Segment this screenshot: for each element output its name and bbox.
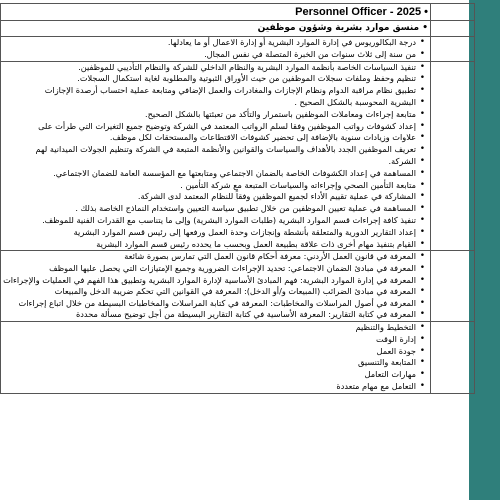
- list-item: • البشرية المحوسبة بالشكل الصحيح .: [3, 97, 416, 109]
- list-item: • المتابعة والتنسيق: [3, 357, 416, 369]
- responsibilities-list: [3, 62, 428, 251]
- list-item: • علاوات وزيادات سنوية بالإضافة إلى تحضير كشوفات الاقتطاعات والمستحقات لكل موظف.: [3, 132, 416, 144]
- title-row: [1, 4, 475, 21]
- qualifications-cell: [1, 37, 431, 62]
- qualifications-row: [1, 37, 475, 62]
- list-item: • إعداد التقارير الدورية والمتعلقة بأنشطة وإنجازات وحدة العمل ورفعها إلى رئيس قسم الموارد البشرية: [3, 227, 416, 239]
- list-item: • المساهمة في إعداد الكشوفات الخاصة بالضمان الاجتماعي ومتابعتها مع المؤسسة العامة للضمان الاجتماعي.: [3, 168, 416, 180]
- job-subtitle-with-bullet: [3, 21, 428, 36]
- job-subtitle: منسق موارد بشرية وشؤون موظفين: [257, 23, 420, 33]
- list-item: • المعرفة في إدارة الموارد البشرية: فهم المبادئ الأساسية لإدارة الموارد البشرية وتطبيق هذا الفهم في العمليات والإجراءات: [3, 275, 416, 287]
- list-item: • المعرفة في مبادئ الضمان الاجتماعي: تحديد الإجراءات الضرورية وجميع الإمتيازات التي يحصل عليها الموظف: [3, 263, 416, 275]
- knowledge-list: [3, 251, 428, 321]
- right-empty-cell: [431, 21, 475, 37]
- list-item: • إعداد كشوفات رواتب الموظفين وفقا لسلم الرواتب المعتمد في الشركة وتوضيح جميع التغيرات التي طرأت على: [3, 121, 416, 133]
- list-item: • مهارات التعامل: [3, 369, 416, 381]
- qualifications-list: [3, 37, 428, 61]
- title-cell: [1, 4, 431, 21]
- responsibilities-cell: [1, 61, 431, 251]
- list-item: • التعامل مع مهام متعددة: [3, 381, 416, 393]
- list-item: • تعريف الموظفين الجدد بالأهداف والسياسات والقوانين والأنظمة المتبعة في الشركة وتنظيم الجولات الميدانية لهم: [3, 144, 416, 156]
- job-title: Personnel Officer - 2025: [295, 6, 422, 18]
- right-empty-cell: [431, 37, 475, 62]
- right-empty-cell: [431, 251, 475, 322]
- list-item: • متابعة التأمين الصحي وإجراءاته والسياسات المتبعة مع شركة التأمين .: [3, 180, 416, 192]
- skills-list: [3, 322, 428, 393]
- list-item: • القيام بتنفيذ مهام أخرى ذات علاقة بطبيعة العمل وبحسب ما يحدده رئيس قسم الموارد البشرية: [3, 239, 416, 251]
- knowledge-cell: [1, 251, 431, 322]
- job-title-with-bullet: [3, 4, 428, 20]
- list-item: • المساهمة في عملية تعيين الموظفين من خلال تطبيق سياسة التعيين واستخدام النماذج الخاصة بذلك .: [3, 203, 416, 215]
- list-item: • التخطيط والتنظيم: [3, 322, 416, 334]
- list-item: • تنفيذ كافة إجراءات قسم الموارد البشرية (طلبات الموارد البشرية) وإلى ما يتناسب مع القدرات الفنية للموظف.: [3, 215, 416, 227]
- subtitle-cell: [1, 21, 431, 37]
- list-item: • درجة البكالوريوس في إدارة الموارد البشرية أو إدارة الاعمال أو ما يعادلها.: [3, 37, 416, 49]
- list-item: • الشركة.: [3, 156, 416, 168]
- subtitle-bullet-icon: •: [419, 23, 428, 33]
- job-description-table: [0, 3, 475, 394]
- list-item: • المعرفة في كتابة التقارير: المعرفة الأساسية في كتابة التقارير البسيطة من أجل توضيح مسألة محددة: [3, 309, 416, 321]
- list-item: • تنفيذ السياسات الخاصة بأنظمة الموارد البشرية والنظام الداخلي للشركة والنظام التأديبي للموظفين.: [3, 62, 416, 74]
- right-empty-cell: [431, 4, 475, 21]
- list-item: • تنظيم وحفظ وملفات سجلات الموظفين من حيث الأوراق الثبوتية والمطلوبة لغاية استكمال السجلات.: [3, 73, 416, 85]
- list-item: • المعرفة في قانون العمل الأردني: معرفة أحكام قانون العمل التي تمارس بصورة شائعة: [3, 251, 416, 263]
- right-empty-cell: [431, 321, 475, 393]
- list-item: • من سنة إلى ثلاث سنوات من الخبرة المتصلة في نفس المجال.: [3, 49, 416, 61]
- list-item: • تطبيق نظام مراقبة الدوام ونظام الإجازات والمغادرات والعمل الإضافي ومتابعة عملية احتساب أرصدة الإجازات: [3, 85, 416, 97]
- skills-cell: [1, 321, 431, 393]
- responsibilities-row: [1, 61, 475, 251]
- list-item: • المعرفة في أصول المراسلات والمخاطبات: المعرفة في كتابة المراسلات والمخاطبات البسيطة من خلال اتباع إجراءات: [3, 298, 416, 310]
- list-item: • متابعة إجراءات ومعاملات الموظفين باستمرار والتأكد من تعبئتها بالشكل الصحيح.: [3, 109, 416, 121]
- knowledge-row: [1, 251, 475, 322]
- title-bullet-icon: •: [424, 6, 428, 18]
- list-item: • المشاركة في عملية تقييم الأداء لجميع الموظفين وفقاً للنظام المعتمد لدى الشركة.: [3, 191, 416, 203]
- list-item: • جودة العمل: [3, 346, 416, 358]
- subtitle-row: [1, 21, 475, 37]
- list-item: • إدارة الوقت: [3, 334, 416, 346]
- right-empty-cell: [431, 61, 475, 251]
- skills-row: [1, 321, 475, 393]
- list-item: • المعرفة في مبادئ الضرائب (المبيعات و/أو الدخل): المعرفة في القوانين التي تحكم ضريبة الدخل والمبيعات: [3, 286, 416, 298]
